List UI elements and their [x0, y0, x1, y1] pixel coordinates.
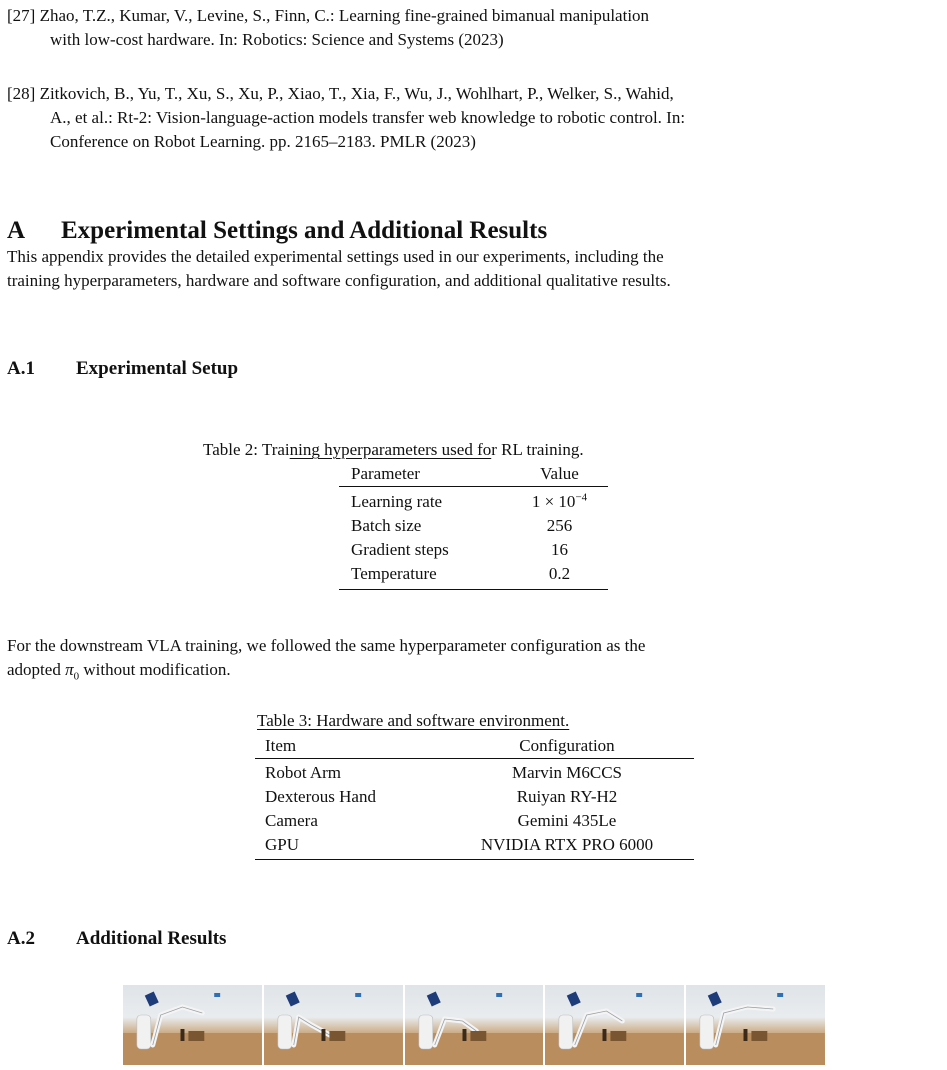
- table-row: [339, 514, 608, 538]
- section-title: Experimental Settings and Additional Results: [61, 217, 548, 244]
- downstream-paragraph: [7, 634, 645, 682]
- figure-panel: [405, 985, 544, 1065]
- reference-line: Conference on Robot Learning. pp. 2165–2183. PMLR (2023): [50, 132, 476, 151]
- table-row: [339, 487, 608, 515]
- pi-symbol: π: [65, 660, 74, 679]
- paragraph-text: without modification.: [79, 660, 231, 679]
- subsection-number: A.1: [7, 358, 35, 379]
- subsection-heading-experimental-setup: [7, 358, 238, 380]
- item-cell: Robot Arm: [265, 763, 342, 782]
- paragraph-line: This appendix provides the detailed experimental settings used in our experiments, including the: [7, 247, 664, 266]
- reference-27: [7, 4, 941, 52]
- section-number: A: [7, 217, 26, 244]
- caption-text: ning hyperparameters used fo: [289, 440, 492, 459]
- robot-frame-image: [264, 985, 403, 1065]
- value-cell: 256: [546, 516, 573, 535]
- column-header-parameter: Parameter: [339, 462, 511, 487]
- reference-line: with low-cost hardware. In: Robotics: Science and Systems (2023): [50, 30, 504, 49]
- table-header-row: [339, 462, 608, 487]
- table-header-row: [255, 734, 694, 759]
- caption-text: Table 2: Trai: [203, 440, 290, 459]
- value-base: 1 × 10: [531, 492, 576, 511]
- item-cell: Camera: [265, 811, 318, 830]
- configuration-cell: NVIDIA RTX PRO 6000: [440, 833, 694, 860]
- value-cell: 16: [551, 540, 568, 559]
- item-cell: GPU: [255, 833, 440, 860]
- table-row: [339, 562, 608, 590]
- configuration-cell: Marvin M6CCS: [511, 763, 623, 782]
- pi-subscript: 0: [73, 670, 80, 683]
- figure-panel: [686, 985, 825, 1065]
- environment-table: [255, 734, 694, 860]
- column-header-configuration: Configuration: [440, 734, 694, 759]
- column-header-value: Value: [511, 462, 608, 487]
- section-heading: [7, 217, 547, 245]
- robot-frame-image: [545, 985, 684, 1065]
- table-row: [339, 538, 608, 562]
- parameter-cell: Gradient steps: [351, 540, 449, 559]
- subsection-title: Additional Results: [76, 928, 227, 949]
- configuration-cell: Gemini 435Le: [517, 811, 617, 830]
- hyperparameter-table: [339, 462, 608, 590]
- caption-text: Table 3: Hardware and software environment.: [257, 711, 570, 730]
- figure-panel: [264, 985, 403, 1065]
- robot-frame-image: [405, 985, 544, 1065]
- parameter-cell: Batch size: [351, 516, 422, 535]
- reference-line: A., et al.: Rt-2: Vision-language-action models transfer web knowledge to robotic control. In:: [50, 108, 686, 127]
- item-cell: Dexterous Hand: [265, 787, 376, 806]
- value-cell: 0.2: [511, 562, 608, 590]
- reference-28: [7, 82, 941, 154]
- subsection-number: A.2: [7, 928, 35, 949]
- column-header-item: Item: [255, 734, 440, 759]
- reference-text: Zhao, T.Z., Kumar, V., Levine, S., Finn, C.: Learning fine-grained bimanual manipulation: [39, 6, 650, 25]
- table-2-caption: [203, 440, 584, 460]
- table-row: [255, 785, 694, 809]
- paragraph-line: For the downstream VLA training, we followed the same hyperparameter configuration as the: [7, 636, 646, 655]
- table-row: [255, 833, 694, 860]
- configuration-cell: Ruiyan RY-H2: [516, 787, 618, 806]
- paragraph-line: [7, 658, 645, 682]
- subsection-title: Experimental Setup: [76, 358, 239, 379]
- caption-text: r RL training.: [491, 440, 584, 459]
- table-3-caption: [257, 711, 569, 731]
- figure-panel: [123, 985, 262, 1065]
- paragraph-text: adopted: [7, 660, 66, 679]
- table-row: [255, 809, 694, 833]
- reference-line: [7, 82, 941, 106]
- parameter-cell: Temperature: [339, 562, 511, 590]
- value-cell: [511, 487, 608, 515]
- subsection-heading-additional-results: [7, 928, 226, 950]
- table-row: [255, 759, 694, 786]
- intro-paragraph: [7, 245, 671, 293]
- robot-sequence-figure: [123, 985, 825, 1065]
- reference-line: [7, 4, 941, 28]
- reference-text: Zitkovich, B., Yu, T., Xu, S., Xu, P., Xiao, T., Xia, F., Wu, J., Wohlhart, P., Welker, S., Wahid,: [39, 84, 674, 103]
- reference-label: [27]: [7, 6, 36, 25]
- value-exponent: −4: [575, 491, 588, 504]
- robot-frame-image: [123, 985, 262, 1065]
- paragraph-line: training hyperparameters, hardware and software configuration, and additional qualitative results.: [7, 271, 671, 290]
- robot-frame-image: [686, 985, 825, 1065]
- reference-label: [28]: [7, 84, 36, 103]
- parameter-cell: Learning rate: [351, 492, 443, 511]
- figure-panel: [545, 985, 684, 1065]
